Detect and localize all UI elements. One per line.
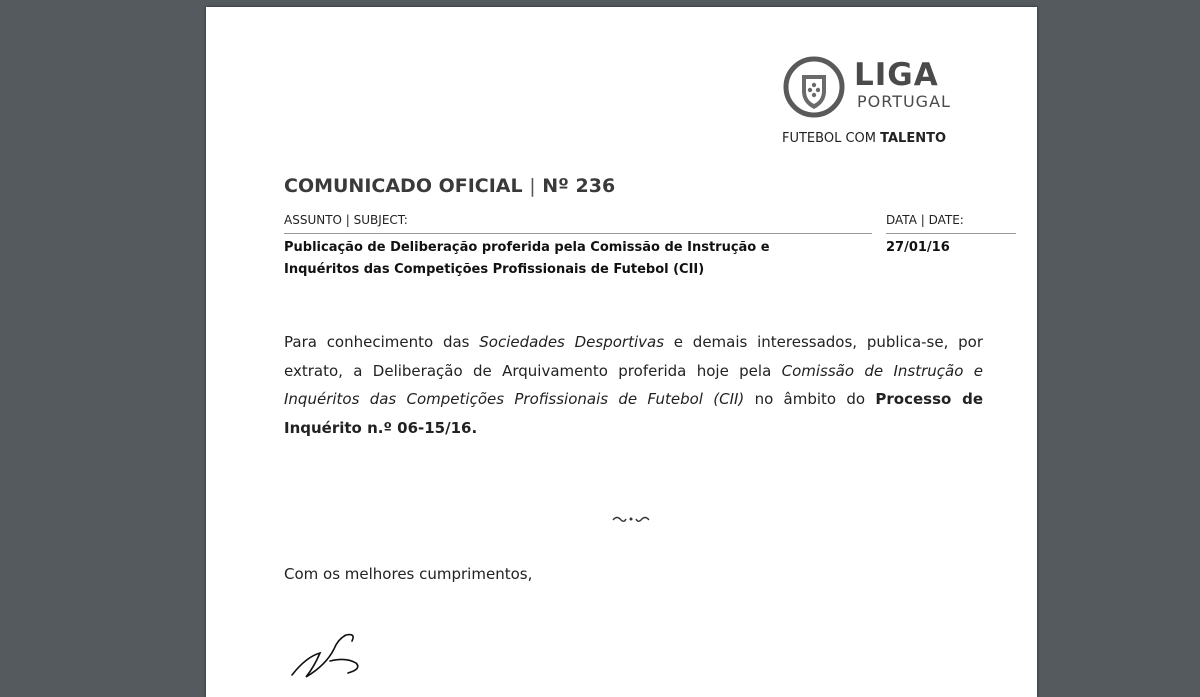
body-paragraph — [284, 328, 983, 442]
subject-line-1: Publicação de Deliberação proferida pela Comissão de Instrução e — [284, 240, 770, 255]
closing-salutation: Com os melhores cumprimentos, — [284, 565, 533, 583]
tagline-bold: TALENTO — [880, 131, 946, 146]
tagline-regular: FUTEBOL COM — [782, 131, 881, 146]
body-text-2: e demais interessados, publica-se, por extrato, a Deliberação de Arquivamento proferida hoje pela — [284, 333, 983, 380]
body-italic-2: Comissão de Instrução e Inquéritos das Competições Profissionais de Futebol (CII) — [284, 361, 984, 408]
title-number: Nº 236 — [542, 175, 616, 197]
logo-name-main: LIGA — [854, 57, 939, 93]
document-title — [284, 175, 615, 197]
body-italic-1: Sociedades Desportivas — [479, 333, 665, 351]
liga-shield-emblem-icon — [782, 55, 846, 119]
ornament-divider-icon — [611, 512, 651, 526]
subject-label: ASSUNTO | SUBJECT: — [284, 213, 408, 227]
subject-divider — [284, 233, 872, 234]
title-separator: | — [529, 175, 536, 197]
logo-tagline — [782, 131, 946, 147]
document-page — [206, 7, 1037, 697]
body-text-1: Para conhecimento das — [284, 333, 480, 351]
handwritten-signature — [286, 627, 396, 687]
date-value: 27/01/16 — [886, 240, 950, 255]
body-bold-process: Processo de Inquérito n.º 06-15/16. — [284, 390, 983, 437]
liga-portugal-logo — [782, 55, 952, 155]
date-divider — [886, 233, 1016, 234]
subject-text — [284, 237, 804, 281]
title-main: COMUNICADO OFICIAL — [284, 175, 523, 197]
date-label: DATA | DATE: — [886, 213, 964, 227]
subject-line-2: Inquéritos das Competições Profissionais de Futebol (CII) — [284, 262, 705, 277]
body-text-3: no âmbito do — [744, 390, 876, 408]
logo-name-sub: PORTUGAL — [857, 92, 951, 111]
